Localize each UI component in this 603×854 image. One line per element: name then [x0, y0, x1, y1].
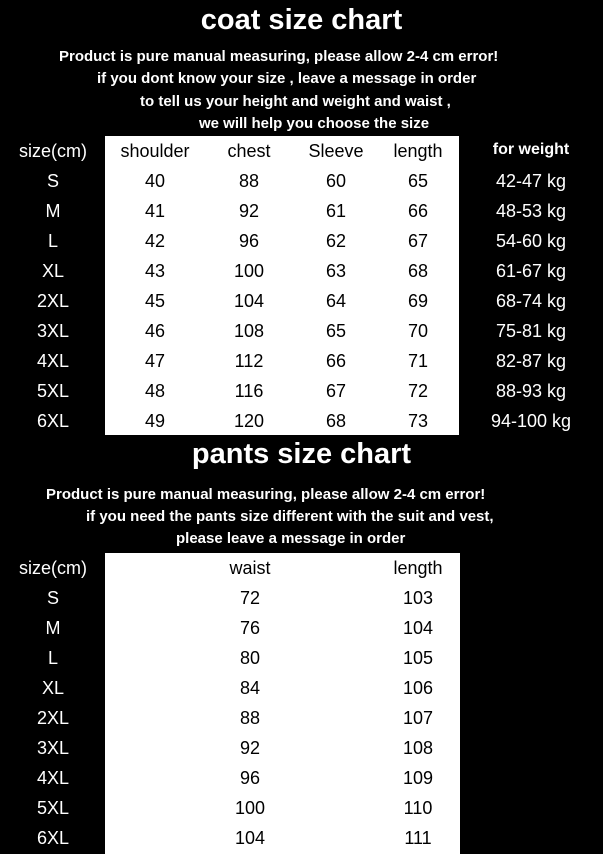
coat-row-sleeve: 63 — [325, 261, 347, 281]
coat-row-sleeve: 60 — [325, 171, 347, 191]
coat-row-weight: 54-60 kg — [495, 231, 567, 251]
coat-row-shoulder: 40 — [144, 171, 166, 191]
coat-row-size: 4XL — [36, 351, 70, 371]
pants-row-size: 5XL — [36, 798, 70, 818]
pants-row-length: 107 — [402, 708, 434, 728]
coat-row-sleeve: 66 — [325, 351, 347, 371]
coat-row-chest: 112 — [234, 351, 264, 371]
coat-row-sleeve: 67 — [325, 381, 347, 401]
coat-row-chest: 120 — [233, 411, 265, 431]
pants-row-size: XL — [41, 678, 65, 698]
coat-row-weight: 88-93 kg — [495, 381, 567, 401]
coat-row-size: 6XL — [36, 411, 70, 431]
coat-row-size: XL — [41, 261, 65, 281]
coat-row-chest: 108 — [233, 321, 265, 341]
pants-row-waist: 100 — [234, 798, 266, 818]
coat-row-size: 5XL — [36, 381, 70, 401]
pants-row-size: M — [45, 618, 61, 638]
coat-row-chest: 96 — [238, 231, 260, 251]
coat-row-sleeve: 64 — [325, 291, 347, 311]
pants-row-waist: 80 — [239, 648, 261, 668]
coat-row-chest: 100 — [233, 261, 265, 281]
coat-row-weight: 48-53 kg — [495, 201, 567, 221]
pants-row-size: 6XL — [36, 828, 70, 848]
coat-row-size: S — [46, 171, 59, 191]
coat-row-chest: 92 — [238, 201, 260, 221]
pants-row-waist: 92 — [239, 738, 261, 758]
coat-row-length: 69 — [407, 291, 429, 311]
coat-note-1: Product is pure manual measuring, please allow 2-4 cm error! — [59, 48, 499, 65]
coat-header-chest: chest — [227, 141, 271, 161]
pants-row-waist: 72 — [239, 588, 261, 608]
coat-title: coat size chart — [200, 4, 403, 36]
coat-row-length: 72 — [407, 381, 429, 401]
coat-row-shoulder: 42 — [144, 231, 166, 251]
coat-row-size: L — [47, 231, 58, 251]
pants-header-size: size(cm) — [19, 558, 87, 578]
coat-row-size: 2XL — [36, 291, 70, 311]
coat-row-weight: 68-74 kg — [495, 291, 567, 311]
coat-row-length: 67 — [407, 231, 429, 251]
pants-title: pants size chart — [191, 438, 412, 470]
pants-note-2: if you need the pants size different with the suit and vest, — [86, 508, 494, 525]
coat-row-chest: 104 — [233, 291, 265, 311]
pants-row-size: L — [47, 648, 58, 668]
coat-row-length: 70 — [407, 321, 429, 341]
coat-row-shoulder: 49 — [144, 411, 166, 431]
pants-row-length: 111 — [404, 828, 432, 848]
coat-row-size: M — [45, 201, 61, 221]
pants-row-length: 106 — [402, 678, 434, 698]
coat-row-weight: 61-67 kg — [495, 261, 567, 281]
pants-row-size: 3XL — [36, 738, 70, 758]
pants-row-length: 109 — [402, 768, 434, 788]
pants-row-length: 110 — [403, 798, 433, 818]
coat-row-sleeve: 62 — [325, 231, 347, 251]
pants-row-waist: 84 — [239, 678, 261, 698]
pants-row-waist: 76 — [239, 618, 261, 638]
coat-row-shoulder: 41 — [144, 201, 166, 221]
pants-row-waist: 88 — [239, 708, 261, 728]
coat-row-shoulder: 46 — [144, 321, 166, 341]
coat-header-size: size(cm) — [19, 141, 87, 161]
coat-row-weight: 94-100 kg — [490, 411, 572, 431]
coat-row-length: 66 — [407, 201, 429, 221]
pants-row-size: 2XL — [36, 708, 70, 728]
coat-row-sleeve: 65 — [325, 321, 347, 341]
pants-row-length: 104 — [402, 618, 434, 638]
coat-header-weight: for weight — [492, 141, 570, 158]
pants-row-length: 108 — [402, 738, 434, 758]
pants-row-length: 105 — [402, 648, 434, 668]
coat-header-shoulder: shoulder — [120, 141, 190, 161]
coat-note-4: we will help you choose the size — [199, 115, 430, 132]
coat-row-length: 73 — [407, 411, 429, 431]
coat-row-length: 68 — [407, 261, 429, 281]
coat-row-weight: 82-87 kg — [495, 351, 567, 371]
coat-header-sleeve: Sleeve — [308, 141, 364, 161]
coat-row-sleeve: 68 — [325, 411, 347, 431]
coat-row-shoulder: 47 — [144, 351, 166, 371]
coat-row-sleeve: 61 — [325, 201, 347, 221]
coat-row-chest: 116 — [234, 381, 264, 401]
coat-row-length: 65 — [407, 171, 429, 191]
pants-row-size: 4XL — [36, 768, 70, 788]
coat-header-length: length — [393, 141, 443, 161]
pants-row-size: S — [46, 588, 59, 608]
pants-note-1: Product is pure manual measuring, please allow 2-4 cm error! — [46, 486, 486, 503]
coat-row-chest: 88 — [238, 171, 260, 191]
coat-row-shoulder: 48 — [144, 381, 166, 401]
pants-header-length: length — [393, 558, 443, 578]
pants-note-3: please leave a message in order — [176, 530, 406, 547]
coat-row-shoulder: 43 — [144, 261, 166, 281]
pants-row-length: 103 — [402, 588, 434, 608]
coat-row-shoulder: 45 — [144, 291, 166, 311]
coat-row-size: 3XL — [36, 321, 70, 341]
pants-row-waist: 96 — [239, 768, 261, 788]
pants-row-waist: 104 — [234, 828, 266, 848]
coat-row-weight: 42-47 kg — [495, 171, 567, 191]
coat-note-2: if you dont know your size , leave a message in order — [97, 70, 477, 87]
pants-header-waist: waist — [229, 558, 271, 578]
coat-row-length: 71 — [407, 351, 429, 371]
coat-row-weight: 75-81 kg — [495, 321, 567, 341]
coat-note-3: to tell us your height and weight and waist , — [140, 93, 451, 110]
